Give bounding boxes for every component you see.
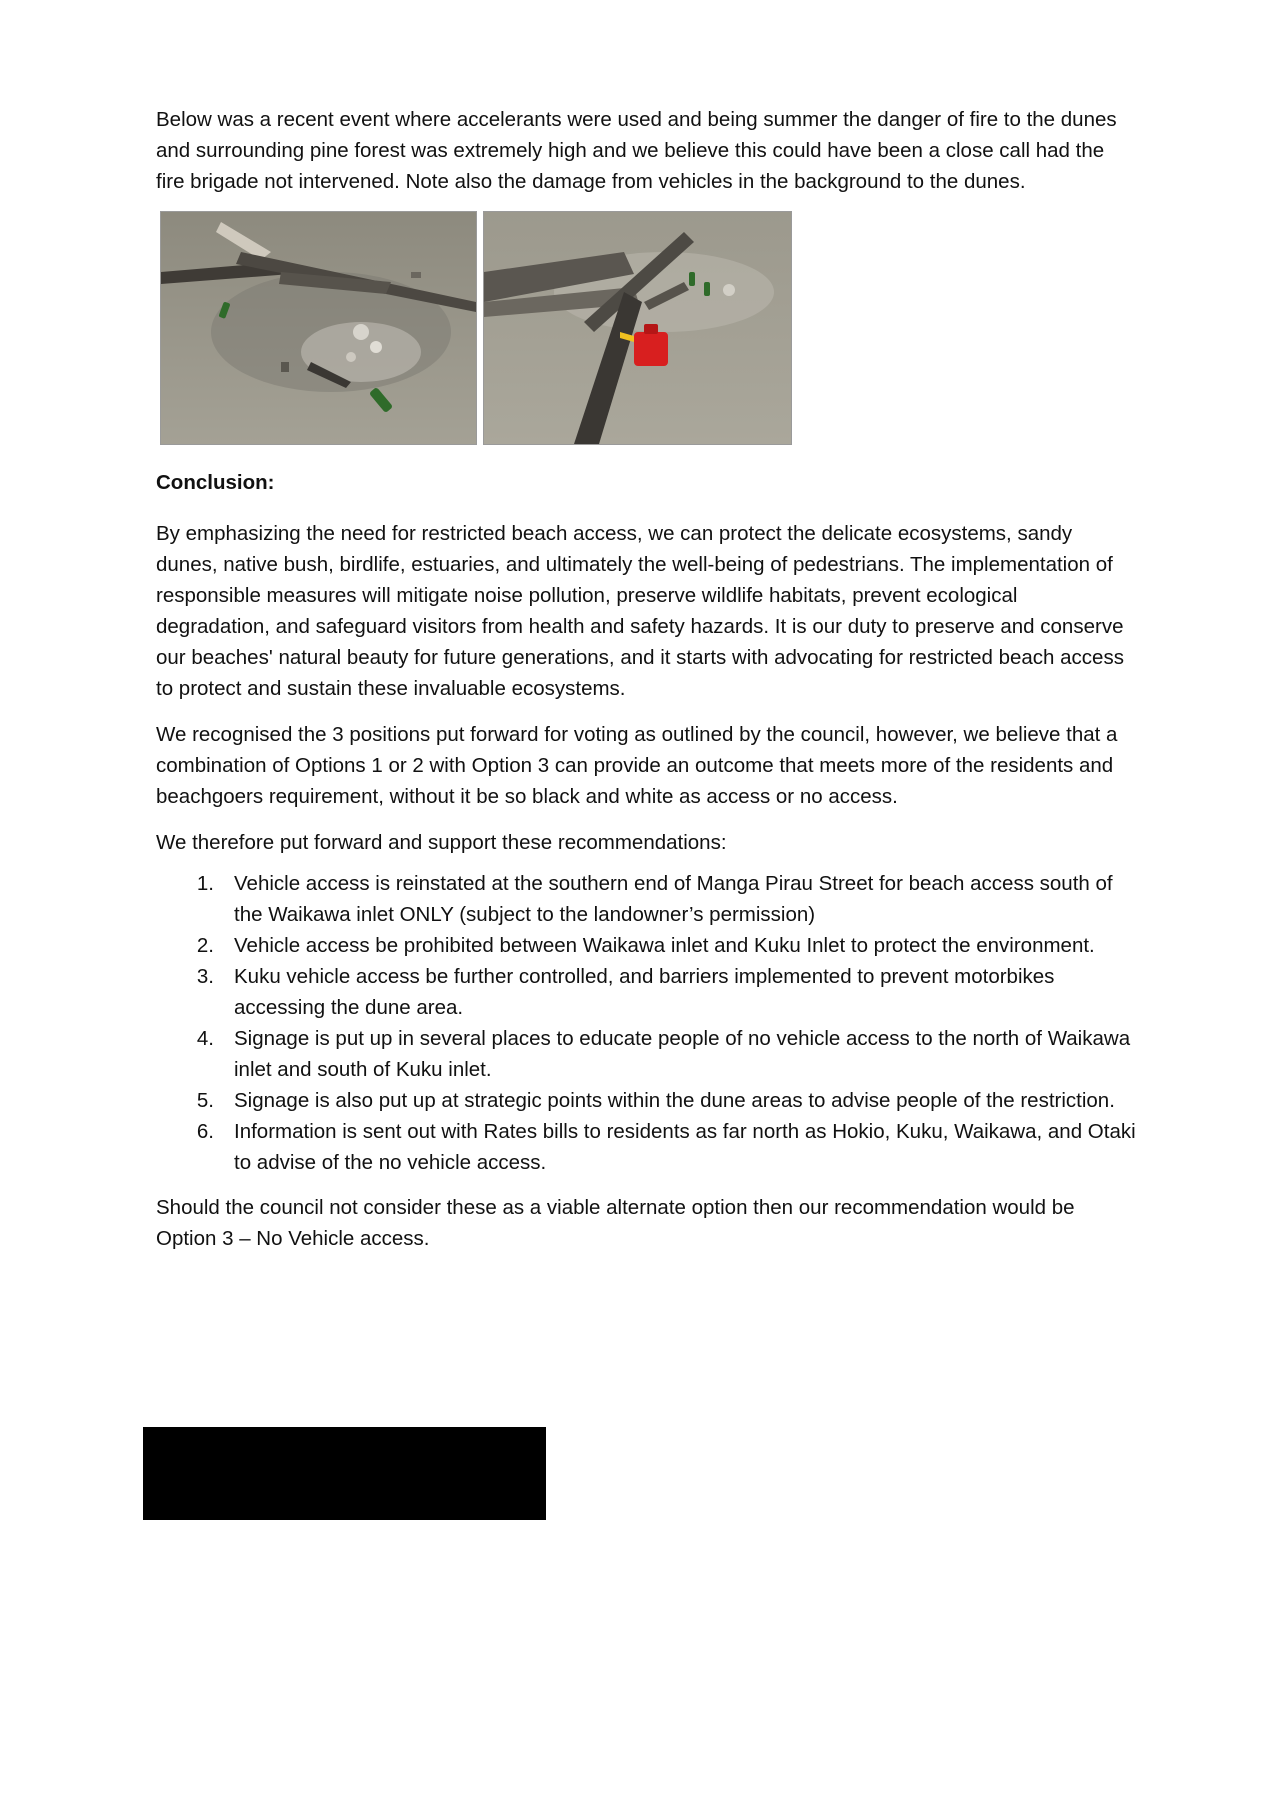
conclusion-heading: Conclusion: bbox=[156, 471, 275, 494]
list-item bbox=[156, 961, 1136, 1023]
list-item-text: Signage is put up in several places to educate people of no vehicle access to the north of Waikawa inlet and south of Kuku inlet. bbox=[234, 1027, 1131, 1081]
document-page bbox=[156, 104, 1136, 1254]
photo-row bbox=[160, 211, 1136, 445]
list-item-number: 4. bbox=[196, 1027, 214, 1050]
list-item-text: Signage is also put up at strategic points within the dune areas to advise people of the restriction. bbox=[234, 1089, 1115, 1112]
list-item bbox=[156, 930, 1136, 961]
list-item-text: Vehicle access be prohibited between Waikawa inlet and Kuku Inlet to protect the environment. bbox=[234, 934, 1095, 957]
fire-site-photo-1 bbox=[160, 211, 477, 445]
list-item bbox=[156, 1085, 1136, 1116]
intro-paragraph: Below was a recent event where accelerants were used and being summer the danger of fire to the dunes and surrounding pine forest was extremely high and we believe this could have been a close call had the fire brigade not intervened. Note also the damage from vehicles in the background to the dunes. bbox=[156, 108, 1117, 193]
redacted-signature-block bbox=[143, 1427, 546, 1520]
list-item-number: 2. bbox=[196, 934, 214, 957]
conclusion-paragraph-2: We recognised the 3 positions put forward for voting as outlined by the council, however, we believe that a combination of Options 1 or 2 with Option 3 can provide an outcome that meets more of the residents and beachgoers requirement, without it be so black and white as access or no access. bbox=[156, 723, 1118, 808]
closing-paragraph: Should the council not consider these as a viable alternate option then our recommendation would be Option 3 – No Vehicle access. bbox=[156, 1196, 1075, 1250]
list-item-text: Information is sent out with Rates bills to residents as far north as Hokio, Kuku, Waikawa, and Otaki to advise of the no vehicle access. bbox=[234, 1120, 1136, 1174]
burnt-logs-image bbox=[161, 212, 476, 444]
list-item bbox=[156, 1116, 1136, 1178]
recommendations-intro: We therefore put forward and support these recommendations: bbox=[156, 831, 727, 854]
list-item-number: 6. bbox=[196, 1120, 214, 1143]
list-item-number: 3. bbox=[196, 965, 214, 988]
driftwood-canister-image bbox=[484, 212, 791, 444]
list-item-number: 5. bbox=[196, 1089, 214, 1112]
conclusion-paragraph-1: By emphasizing the need for restricted beach access, we can protect the delicate ecosystems, sandy dunes, native bush, birdlife, estuaries, and ultimately the well-being of pedestrians. The implementation of responsible measures will mitigate noise pollution, preserve wildlife habitats, prevent ecological degradation, and safeguard visitors from health and safety hazards. It is our duty to preserve and conserve our beaches' natural beauty for future generations, and it starts with advocating for restricted beach access to protect and sustain these invaluable ecosystems. bbox=[156, 522, 1124, 700]
list-item-text: Kuku vehicle access be further controlled, and barriers implemented to prevent motorbikes accessing the dune area. bbox=[234, 965, 1055, 1019]
list-item-number: 1. bbox=[196, 872, 214, 895]
recommendations-list bbox=[156, 868, 1136, 1178]
list-item-text: Vehicle access is reinstated at the southern end of Manga Pirau Street for beach access south of the Waikawa inlet ONLY (subject to the landowner’s permission) bbox=[234, 872, 1113, 926]
fire-site-photo-2 bbox=[483, 211, 792, 445]
list-item bbox=[156, 1023, 1136, 1085]
list-item bbox=[156, 868, 1136, 930]
